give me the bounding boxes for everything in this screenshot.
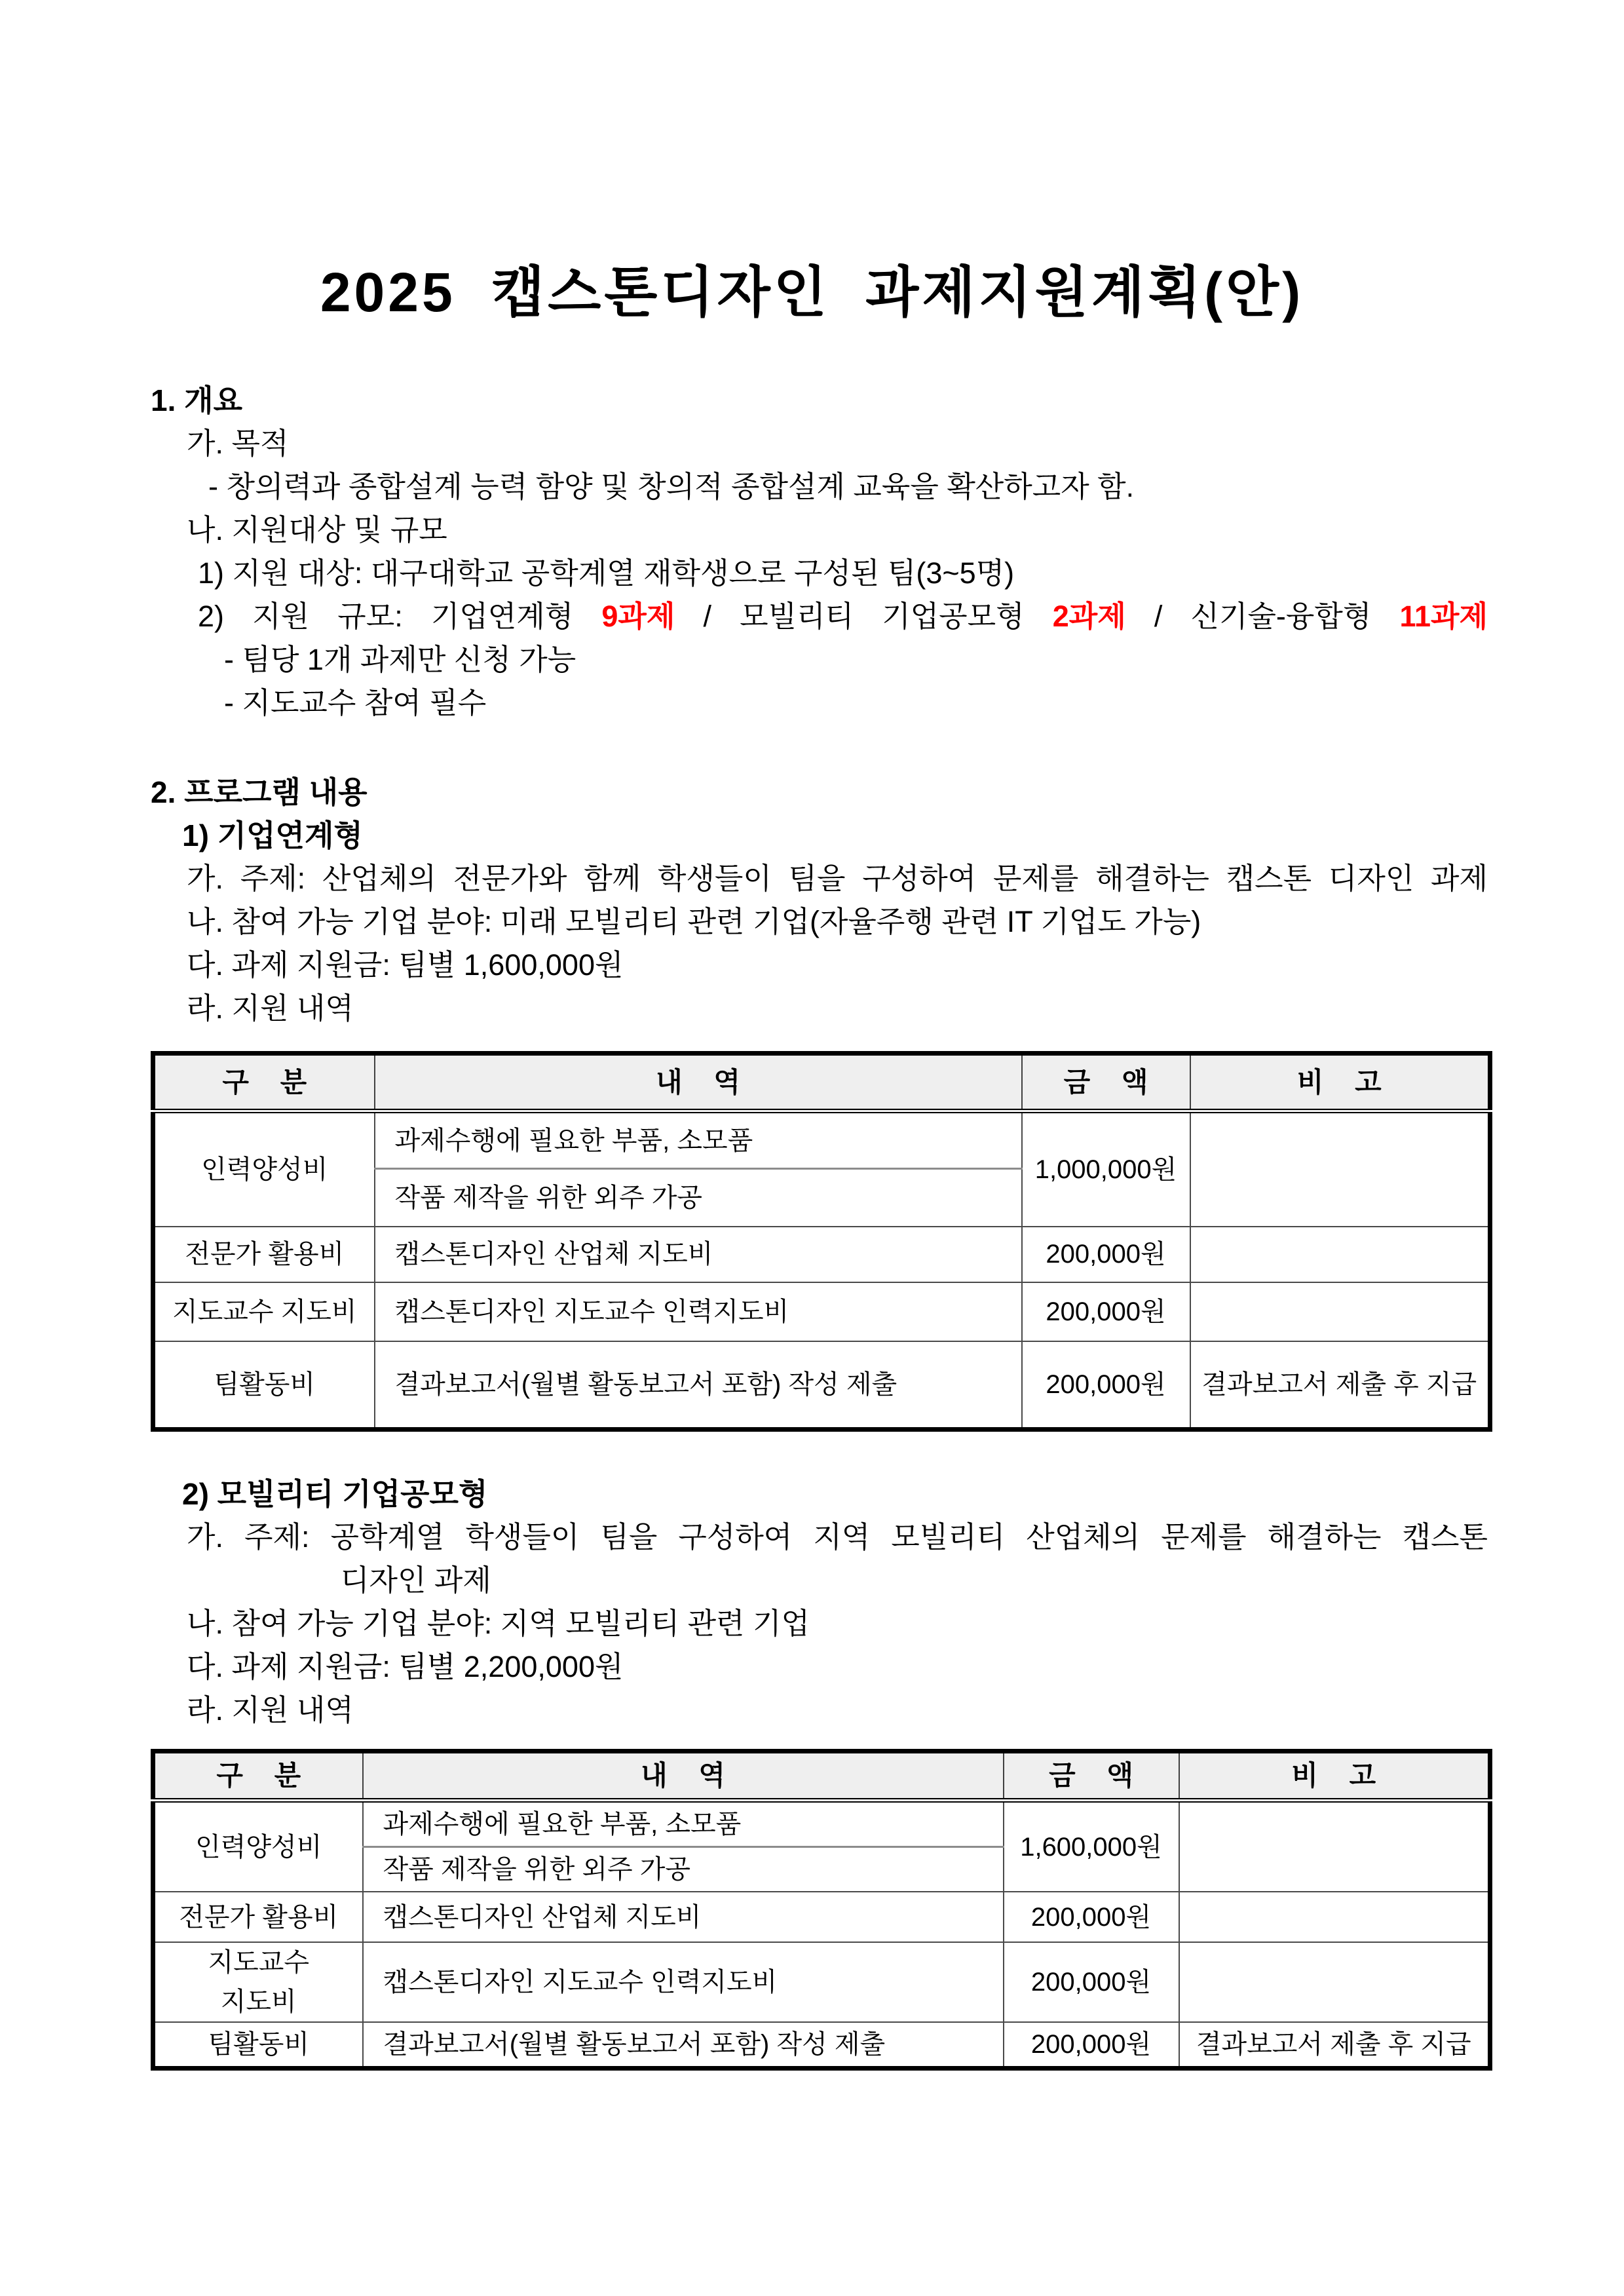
cell-amount-professor: 200,000원: [1022, 1282, 1190, 1341]
corporate-support-table: [151, 1051, 1492, 1432]
overview-purpose-label: 가. 목적: [187, 427, 289, 460]
professor-label-line2: 지도비: [220, 1987, 297, 2016]
overview-target-label: 나. 지원대상 및 규모: [187, 513, 447, 546]
cell-amount-team: 200,000원: [1022, 1341, 1190, 1430]
scale-prefix: 2) 지원 규모: 기업연계형: [198, 600, 602, 633]
header-category: 구 분: [153, 1054, 375, 1111]
scale-separator-2: / 신기술-융합형: [1125, 600, 1400, 633]
table-row: [153, 1801, 1490, 1847]
cell-category-manpower: 인력양성비: [153, 1111, 375, 1227]
table-row: [153, 2022, 1490, 2069]
mobility-topic-line2: 디자인 과제: [341, 1563, 491, 1597]
header-item: 내 역: [363, 1751, 1004, 1801]
header-note: 비 고: [1179, 1751, 1490, 1801]
mobility-grant: 다. 과제 지원금: 팀별 2,200,000원: [187, 1650, 624, 1683]
cell-note-professor: [1179, 1942, 1490, 2022]
cell-category-professor: 지도교수 지도비: [153, 1282, 375, 1341]
cell-item-manpower-1: 과제수행에 필요한 부품, 소모품: [363, 1801, 1004, 1847]
cell-note-team: 결과보고서 제출 후 지급: [1179, 2022, 1490, 2069]
header-item: 내 역: [375, 1054, 1022, 1111]
scale-count-corporate: 9과제: [601, 600, 675, 633]
cell-category-professor: [153, 1942, 363, 2022]
cell-item-manpower-2: 작품 제작을 위한 외주 가공: [375, 1169, 1022, 1227]
scale-count-newtech: 11과제: [1399, 600, 1488, 633]
cell-amount-manpower: 1,600,000원: [1004, 1801, 1179, 1892]
table-header-row: [153, 1751, 1490, 1801]
cell-amount-team: 200,000원: [1004, 2022, 1179, 2069]
table-row: [153, 1111, 1490, 1169]
mobility-support-table: [151, 1749, 1492, 2071]
table-row: [153, 1892, 1490, 1942]
cell-category-team: 팀활동비: [153, 2022, 363, 2069]
corporate-topic: 가. 주제: 산업체의 전문가와 함께 학생들이 팀을 구성하여 문제를 해결하는 캡스톤 디자인 과제: [187, 862, 1488, 895]
mobility-section-heading: 2) 모빌리티 기업공모형: [182, 1477, 488, 1511]
cell-note-professor: [1190, 1282, 1490, 1341]
mobility-field: 나. 참여 가능 기업 분야: 지역 모빌리티 관련 기업: [187, 1607, 810, 1640]
scale-count-mobility: 2과제: [1052, 600, 1126, 633]
document-body: [151, 379, 1488, 2071]
corporate-field: 나. 참여 가능 기업 분야: 미래 모빌리티 관련 기업(자율주행 관련 IT 기업도 가능): [187, 905, 1201, 938]
table-row: [153, 1227, 1490, 1282]
page-title: 2025 캡스톤디자인 과제지원계획(안): [320, 261, 1304, 323]
corporate-detail-label: 라. 지원 내역: [187, 991, 354, 1025]
cell-amount-professor: 200,000원: [1004, 1942, 1179, 2022]
table-row: [153, 1282, 1490, 1341]
cell-item-expert: 캡스톤디자인 산업체 지도비: [375, 1227, 1022, 1282]
cell-category-expert: 전문가 활용비: [153, 1892, 363, 1942]
corporate-section-heading: 1) 기업연계형: [182, 818, 363, 852]
cell-item-manpower-2: 작품 제작을 위한 외주 가공: [363, 1847, 1004, 1892]
header-note: 비 고: [1190, 1054, 1490, 1111]
cell-amount-expert: 200,000원: [1004, 1892, 1179, 1942]
table-header-row: [153, 1054, 1490, 1111]
header-amount: 금 액: [1022, 1054, 1190, 1111]
program-heading: 2. 프로그램 내용: [151, 775, 368, 809]
cell-amount-expert: 200,000원: [1022, 1227, 1190, 1282]
cell-note-manpower: [1190, 1111, 1490, 1227]
cell-note-expert: [1179, 1892, 1490, 1942]
overview-target-item: 1) 지원 대상: 대구대학교 공학계열 재학생으로 구성된 팀(3~5명): [198, 556, 1015, 590]
corporate-grant: 다. 과제 지원금: 팀별 1,600,000원: [187, 948, 624, 982]
professor-label-line1: 지도교수: [208, 1948, 310, 1977]
scale-separator-1: / 모빌리티 기업공모형: [675, 600, 1053, 633]
cell-item-team: 결과보고서(월별 활동보고서 포함) 작성 제출: [375, 1341, 1022, 1430]
cell-item-team: 결과보고서(월별 활동보고서 포함) 작성 제출: [363, 2022, 1004, 2069]
table-row: [153, 1942, 1490, 2022]
header-category: 구 분: [153, 1751, 363, 1801]
table-row: [153, 1341, 1490, 1430]
cell-note-team: 결과보고서 제출 후 지급: [1190, 1341, 1490, 1430]
overview-scale-line: [151, 595, 1488, 638]
overview-purpose-note: - 창의력과 종합설계 능력 함양 및 창의적 종합설계 교육을 확산하고자 함.: [208, 470, 1135, 503]
cell-item-professor: 캡스톤디자인 지도교수 인력지도비: [363, 1942, 1004, 2022]
cell-note-expert: [1190, 1227, 1490, 1282]
cell-amount-manpower: 1,000,000원: [1022, 1111, 1190, 1227]
header-amount: 금 액: [1004, 1751, 1179, 1801]
cell-item-manpower-1: 과제수행에 필요한 부품, 소모품: [375, 1111, 1022, 1169]
mobility-detail-label: 라. 지원 내역: [187, 1693, 354, 1727]
cell-item-expert: 캡스톤디자인 산업체 지도비: [363, 1892, 1004, 1942]
overview-heading: 1. 개요: [151, 383, 243, 417]
mobility-topic-line1: 가. 주제: 공학계열 학생들이 팀을 구성하여 지역 모빌리티 산업체의 문제를 해결하는 캡스톤: [187, 1520, 1488, 1554]
cell-category-manpower: 인력양성비: [153, 1801, 363, 1892]
cell-category-expert: 전문가 활용비: [153, 1227, 375, 1282]
cell-item-professor: 캡스톤디자인 지도교수 인력지도비: [375, 1282, 1022, 1341]
cell-category-team: 팀활동비: [153, 1341, 375, 1430]
overview-note-professor: - 지도교수 참여 필수: [224, 686, 487, 719]
cell-note-manpower: [1179, 1801, 1490, 1892]
overview-note-team: - 팀당 1개 과제만 신청 가능: [224, 643, 576, 676]
